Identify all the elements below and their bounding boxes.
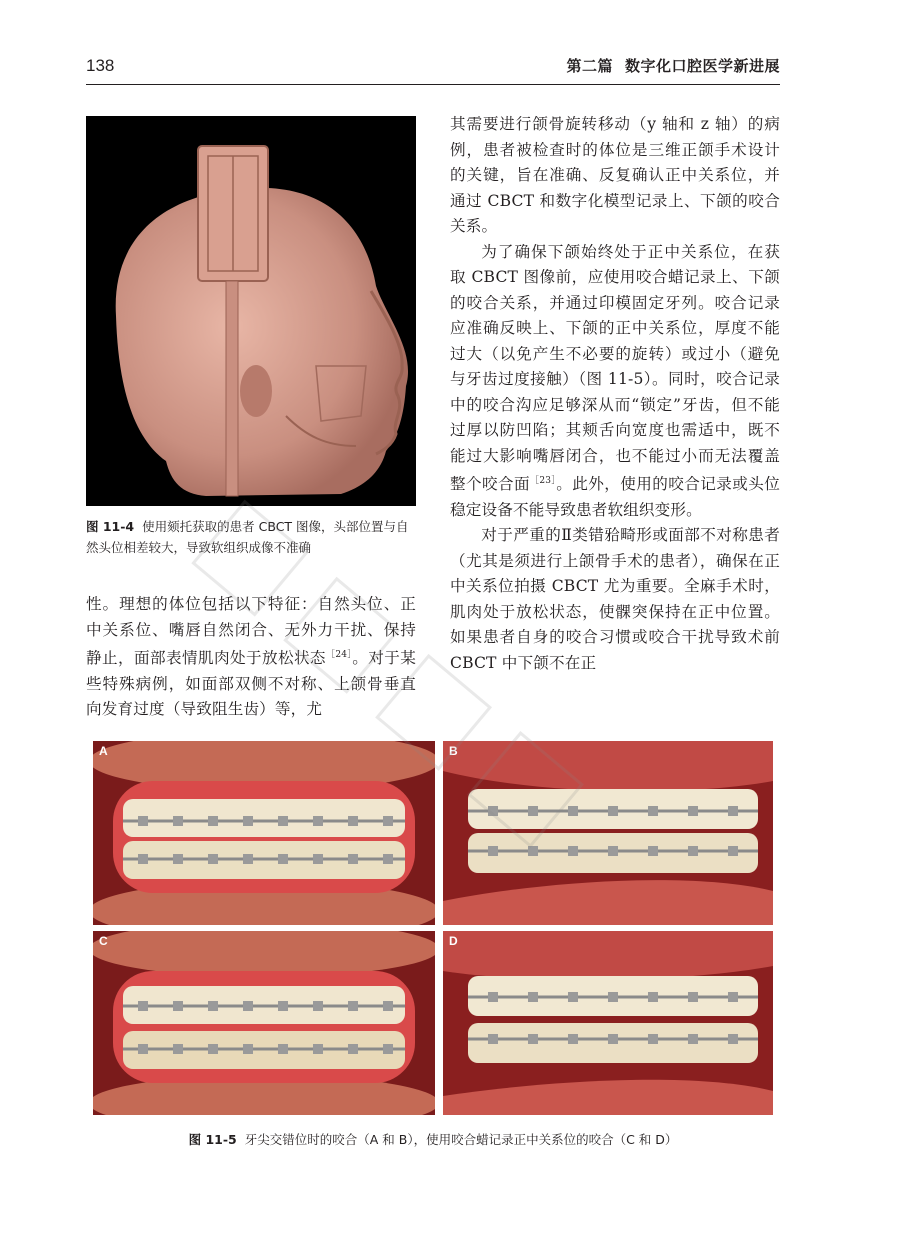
figure-11-4-label: 图 11-4	[86, 519, 135, 534]
paragraph-3: 对于严重的Ⅱ类错𬌗畸形或面部不对称患者（尤其是须进行上颌骨手术的患者），确保在正中关系位拍摄 CBCT 尤为重要。全麻手术时，肌肉处于放松状态，使髁突保持在正中位置。如果患者自身的咬合习惯或咬合干扰导致术前 CBCT 中下颌不在正	[450, 526, 780, 672]
running-head	[566, 55, 780, 76]
paragraph-left-body: 性。理想的体位包括以下特征：自然头位、正中关系位、嘴唇自然闭合、无外力干扰、保持静止，面部表情肌肉处于放松状态	[86, 595, 416, 667]
right-column-text	[450, 112, 780, 676]
intraoral-photo-d	[443, 931, 773, 1115]
paragraph-2-tail: 。此外，使用的咬合记录或头位稳定设备不能导致患者软组织变形。	[450, 475, 780, 519]
figure-11-5-caption-text: 牙尖交错位时的咬合（A 和 B），使用咬合蜡记录正中关系位的咬合（C 和 D）	[244, 1132, 678, 1147]
intraoral-photo-c	[93, 931, 435, 1115]
citation-23: ［23］	[529, 476, 557, 486]
paragraph-1: 其需要进行颌骨旋转移动（y 轴和 z 轴）的病例，患者被检查时的体位是三维正颌手术设计的关键，旨在准确、反复确认正中关系位，并通过 CBCT 和数字化模型记录上、下颌的咬合关系。	[450, 115, 780, 235]
paragraph-left-tail: 。对于某些特殊病例，如面部双侧不对称、上颌骨垂直向发育过度（导致阻生齿）等，尤	[86, 649, 416, 718]
header-rule	[86, 84, 780, 85]
photo-label-b: B	[449, 744, 458, 758]
photo-label-c: C	[99, 934, 108, 948]
page-number: 138	[86, 56, 115, 75]
figure-11-5-caption	[86, 1130, 780, 1148]
paragraph-2-body: 为了确保下颌始终处于正中关系位，在获取 CBCT 图像前，应使用咬合蜡记录上、下颌的咬合关系，并通过印模固定牙列。咬合记录应准确反映上、下颌的正中关系位，厚度不能过大（以免产生不必要的旋转）或过小（避免与牙齿过度接触）（图 11-5）。同时，咬合记录中的咬合沟应足够深从而“锁定”牙齿，但不能过厚以防凹陷；其颊舌向宽度也需适中，既不能过大影响嘴唇闭合，也不能过小而无法覆盖整个咬合面	[450, 242, 780, 493]
figure-11-5-label: 图 11-5	[188, 1132, 237, 1147]
photo-label-a: A	[99, 744, 108, 758]
paragraph-2	[450, 240, 780, 524]
citation-24: ［24］	[325, 650, 353, 660]
photo-label-d: D	[449, 934, 458, 948]
running-head-title: 数字化口腔医学新进展	[624, 57, 780, 75]
figure-11-4-caption-text: 使用颏托获取的患者 CBCT 图像，头部位置与自然头位相差较大，导致软组织成像不准确	[86, 519, 409, 555]
cbct-head-image	[86, 116, 416, 506]
running-head-part: 第二篇	[566, 57, 613, 75]
